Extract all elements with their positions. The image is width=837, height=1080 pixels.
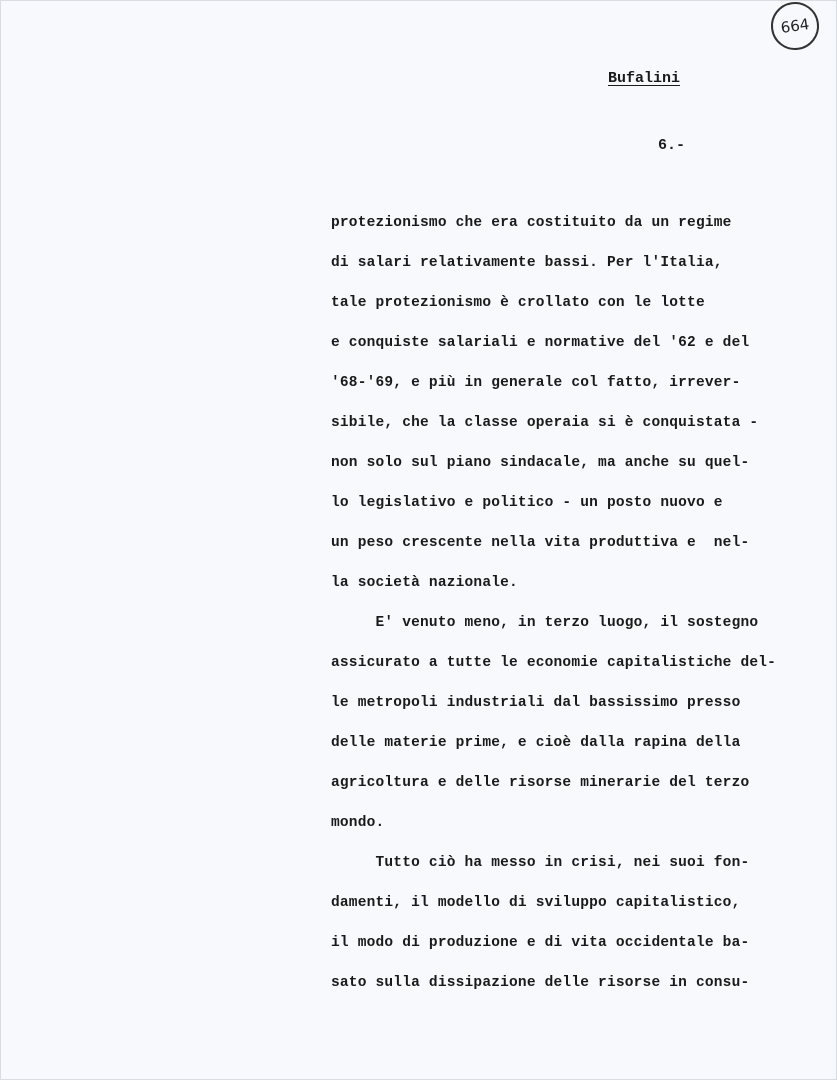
text-line: Tutto ciò ha messo in crisi, nei suoi fon-	[331, 855, 750, 871]
text-line: un peso crescente nella vita produttiva e nel-	[331, 535, 750, 551]
archive-stamp: 664	[768, 0, 822, 53]
author-heading: Bufalini	[608, 70, 681, 87]
text-line: la società nazionale.	[331, 575, 518, 591]
text-line: tale protezionismo è crollato con le lotte	[331, 295, 705, 311]
text-line: sibile, che la classe operaia si è conquistata -	[331, 415, 759, 431]
text-line: lo legislativo e politico - un posto nuovo e	[331, 495, 723, 511]
text-line: assicurato a tutte le economie capitalistiche del-	[331, 655, 777, 671]
text-line: protezionismo che era costituito da un regime	[331, 215, 732, 231]
text-line: il modo di produzione e di vita occidentale ba-	[331, 935, 750, 951]
text-line: mondo.	[331, 815, 385, 831]
text-line: le metropoli industriali dal bassissimo presso	[331, 695, 741, 711]
text-line: non solo sul piano sindacale, ma anche su quel-	[331, 455, 750, 471]
text-line: di salari relativamente bassi. Per l'Italia,	[331, 255, 723, 271]
text-line: '68-'69, e più in generale col fatto, irrever-	[331, 375, 741, 391]
text-line: E' venuto meno, in terzo luogo, il sostegno	[331, 615, 759, 631]
text-line: sato sulla dissipazione delle risorse in consu-	[331, 975, 750, 991]
page-number: 6.-	[658, 137, 686, 154]
text-line: e conquiste salariali e normative del '62 e del	[331, 335, 750, 351]
text-line: delle materie prime, e cioè dalla rapina della	[331, 735, 741, 751]
text-line: damenti, il modello di sviluppo capitalistico,	[331, 895, 741, 911]
text-line: agricoltura e delle risorse minerarie del terzo	[331, 775, 750, 791]
